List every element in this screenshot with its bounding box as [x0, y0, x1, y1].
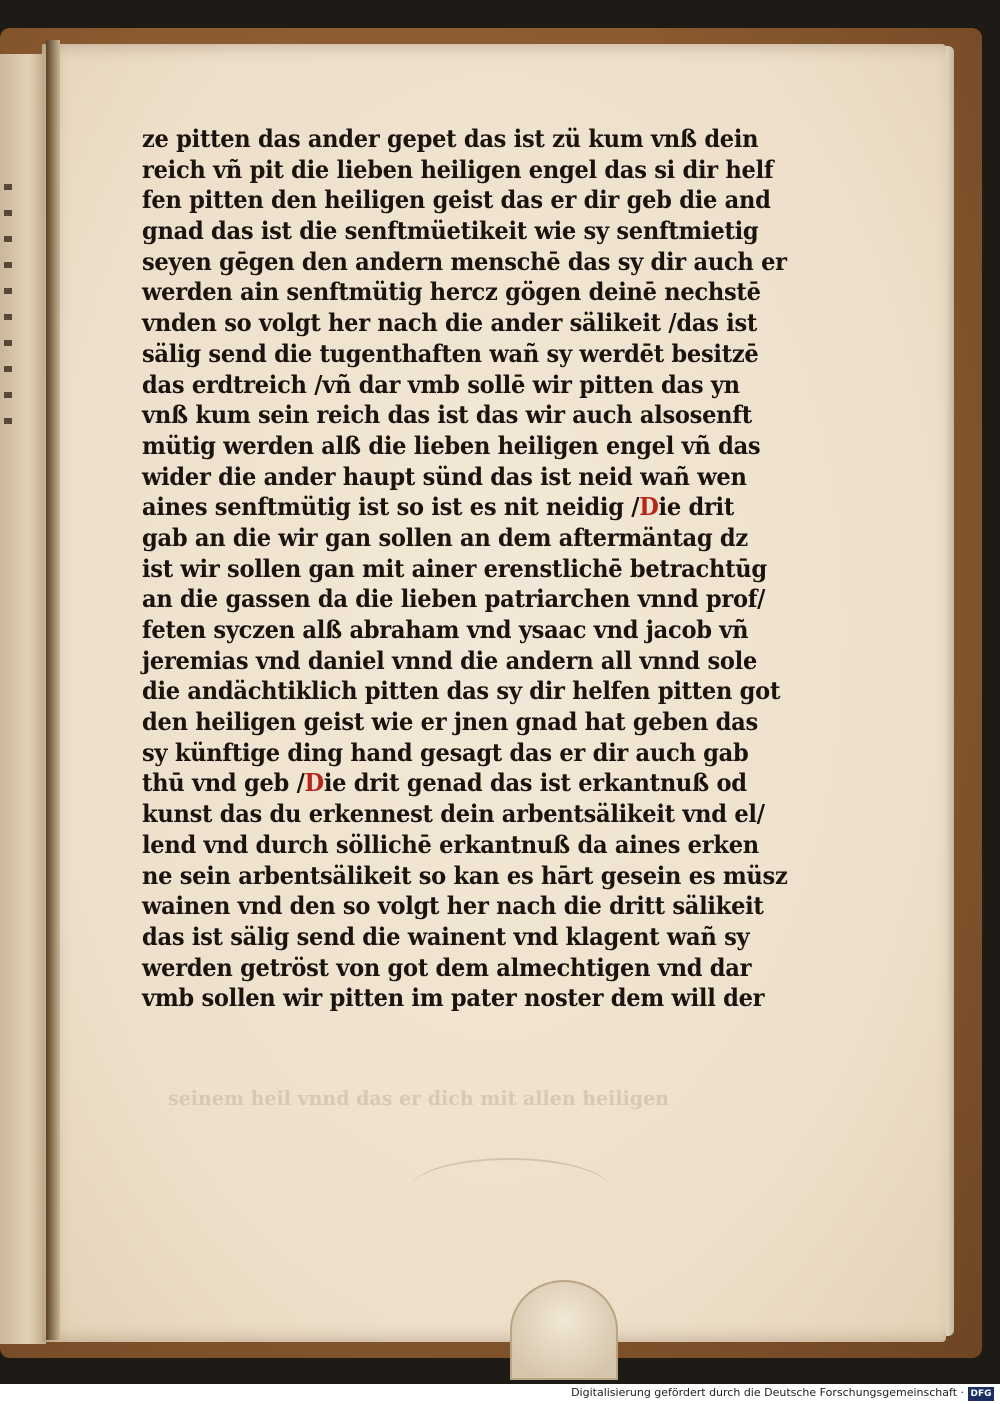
- text-line: [142, 124, 762, 155]
- text-segment: mütig werden alß die lieben heiligen engel vñ das: [142, 430, 761, 460]
- text-line: [142, 615, 762, 646]
- text-segment: ne sein arbentsälikeit so kan es hārt gesein es müsz: [142, 860, 788, 890]
- text-line: [142, 953, 762, 984]
- text-segment: an die gassen da die lieben patriarchen vnnd prof/: [142, 584, 766, 614]
- text-segment: feten syczen alß abraham vnd ysaac vnd jacob vñ: [142, 615, 749, 644]
- text-segment: aines senftmütig ist so ist es nit neidig /: [142, 492, 640, 522]
- text-segment: vnden so volgt her nach die ander sälikeit /das ist: [142, 308, 758, 338]
- text-segment: das erdtreich /vñ dar vmb sollē wir pitten das yn: [142, 369, 740, 399]
- show-through-text: seinem heil vnnd das er dich mit allen heiligen: [168, 1086, 669, 1110]
- text-line: [142, 308, 762, 339]
- text-line: [142, 370, 762, 401]
- text-segment: ie drit genad das ist erkantnuß od: [323, 768, 747, 798]
- text-line: [142, 584, 766, 615]
- text-line: [142, 277, 762, 308]
- text-segment: das ist sälig send die wainent vnd klagent wañ sy: [142, 921, 750, 951]
- text-line: [142, 860, 788, 892]
- text-segment: reich vñ pit die lieben heiligen engel das si dir helf: [142, 154, 774, 184]
- text-segment: ze pitten das ander gepet das ist zü kum vnß dein: [142, 124, 759, 153]
- text-segment: lend vnd durch söllichē erkantnuß da aines erken: [142, 829, 759, 859]
- dfg-logo: DFG: [968, 1387, 994, 1401]
- text-line: [142, 891, 762, 922]
- text-segment: gnad das ist die senftmüetikeit wie sy senftmietig: [142, 216, 759, 246]
- text-segment: seyen gēgen den andern menschē das sy dir auch er: [142, 246, 787, 276]
- text-segment: den heiligen geist wie er jnen gnad hat geben das: [142, 707, 758, 737]
- text-line: [142, 799, 765, 830]
- rubricated-initial: D: [639, 492, 659, 522]
- text-line: [142, 676, 781, 707]
- text-line: [142, 154, 774, 186]
- text-line: [142, 768, 762, 799]
- text-line: [142, 922, 762, 953]
- text-line: [142, 738, 762, 769]
- bottom-clasp: [510, 1280, 618, 1380]
- text-segment: fen pitten den heiligen geist das er dir geb die and: [142, 185, 771, 215]
- text-segment: thū vnd geb /: [142, 768, 305, 798]
- text-line: [142, 185, 771, 216]
- page-text-block: [142, 124, 802, 1014]
- rubricated-initial: D: [304, 768, 324, 798]
- text-line: [142, 830, 762, 861]
- text-line: [142, 492, 762, 523]
- text-segment: jeremias vnd daniel vnnd die andern all vnnd sole: [142, 645, 758, 675]
- text-line: [142, 646, 762, 677]
- text-line: [142, 707, 762, 738]
- left-page-edge: [0, 54, 48, 1344]
- funding-credit: Digitalisierung gefördert durch die Deutsche Forschungsgemeinschaft ·: [571, 1386, 964, 1399]
- digitization-footer: [0, 1384, 1000, 1404]
- text-line: [142, 216, 762, 247]
- text-line: [142, 431, 762, 462]
- text-line: [142, 553, 767, 585]
- text-line: [142, 400, 762, 431]
- text-line: [142, 246, 787, 278]
- text-line: [142, 339, 762, 370]
- text-segment: wider die ander haupt sünd das ist neid wañ wen: [142, 461, 747, 491]
- text-segment: werden ain senftmütig hercz gögen deinē nechstē: [142, 277, 761, 307]
- text-segment: die andächtiklich pitten das sy dir helfen pitten got: [142, 676, 781, 706]
- text-segment: sy künftige ding hand gesagt das er dir auch gab: [142, 737, 749, 767]
- text-segment: werden getröst von got dem almechtigen vnd dar: [142, 952, 752, 982]
- text-line: [142, 462, 762, 493]
- text-segment: wainen vnd den so volgt her nach die dritt sälikeit: [142, 891, 764, 921]
- book-gutter: [46, 40, 60, 1340]
- text-line: [142, 983, 765, 1014]
- text-segment: vnß kum sein reich das ist das wir auch alsosenft: [142, 400, 752, 430]
- text-line: [142, 523, 762, 554]
- left-page-text-fragments: [4, 184, 12, 444]
- text-segment: kunst das du erkennest dein arbentsälikeit vnd el/: [142, 799, 765, 829]
- text-segment: ist wir sollen gan mit ainer erenstlichē betrachtūg: [142, 553, 767, 583]
- text-segment: gab an die wir gan sollen an dem aftermäntag dz: [142, 522, 748, 552]
- text-segment: vmb sollen wir pitten im pater noster dem will der: [142, 983, 765, 1013]
- text-segment: sälig send die tugenthaften wañ sy werdēt besitzē: [142, 338, 759, 368]
- text-segment: ie drit: [658, 492, 734, 522]
- paper-crease: [410, 1158, 610, 1220]
